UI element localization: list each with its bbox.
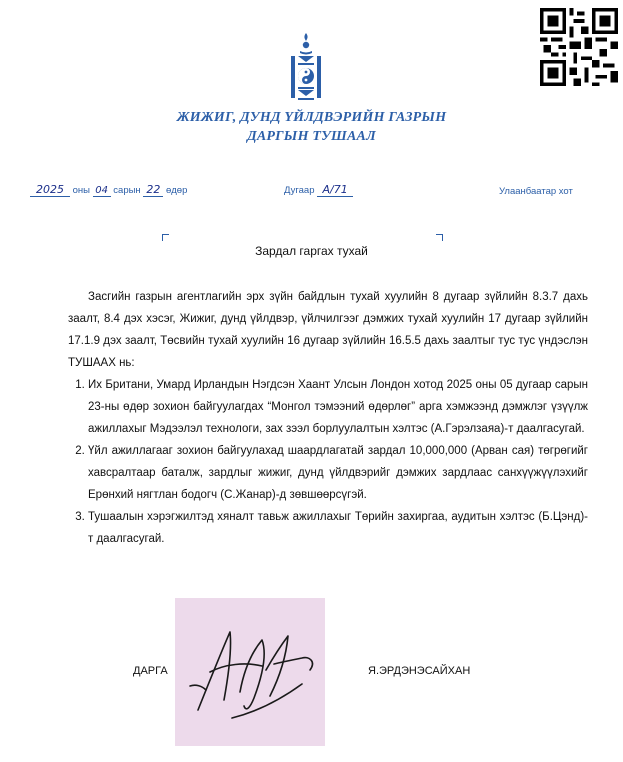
date-line [30,183,187,197]
order-number-prefix: Дугаар [284,185,315,196]
location: Улаанбаатар хот [499,186,573,197]
date-year: 2025 [30,183,70,197]
qr-code [540,8,618,86]
order-item: 3. Тушаалын хэрэгжилтэд хяналт тавьж ажиллахыг Төрийн захиргаа, аудитын хэлтэс (Б.Цэнд)-т даалгасугай. [88,506,588,550]
order-body [68,286,588,550]
date-year-suffix: оны [72,185,90,196]
intro-paragraph: Засгийн газрын агентлагийн эрх зүйн байдлын тухай хуулийн 8 дугаар зүйлийн 8.3.7 дахь заалт, 8.4 дэх хэсэг, Жижиг, дунд үйлдвэр, үйлчилгээг дэмжих тухай хуулийн 17 дугаар зүйлийн 17.1.9 дэх заалт, Төсвийн тухай хуулийн 16 дугаар зүйлийн 16.5.5 дахь заалтыг тус тус үндэслэн ТУШААХ нь: [68,291,588,369]
date-month: 04 [93,185,111,197]
order-number [284,183,353,197]
order-item: 2. Үйл ажиллагааг зохион байгуулахад шаардлагатай зардал 10,000,000 (Арван сая) төгрөгийг хавсралтаар баталж, зардлыг жижиг, дунд үйлдвэрийг дэмжих зардлаас санхүүжүүлэхийг Ерөнхий нягтлан бодогч (С.Жанар)-д зөвшөөрсүгэй. [88,440,588,506]
corner-mark-right [436,234,443,241]
order-item: 1. Их Британи, Умард Ирландын Нэгдсэн Хаант Улсын Лондон хотод 2025 оны 05 дугаар сарын 23-ны өдөр зохион байгуулагдах “Монгол тэмээний өдөрлөг” арга хэмжээнд дэмжлэг үзүүлж ажиллахыг Мэдээлэл технологи, зах зээл борлуулалтын хэлтэс (А.Гэрэлзаяа)-т даалгасугай. [88,374,588,440]
signatory-title: ДАРГА [133,665,168,677]
order-subject: Зардал гаргах тухай [255,244,368,258]
signature-image [170,600,330,730]
org-title-line1: ЖИЖИГ, ДУНД ҮЙЛДВЭРИЙН ГАЗРЫН [176,110,447,125]
soyombo-emblem-icon [284,32,328,104]
order-items-list [68,374,588,550]
date-day: 22 [143,183,163,197]
date-day-suffix: өдөр [165,185,188,196]
signatory-name: Я.ЭРДЭНЭСАЙХАН [368,665,471,677]
org-title-line2: ДАРГЫН ТУШААЛ [247,129,376,144]
date-month-suffix: сарын [113,185,141,196]
order-number-value: А/71 [317,183,353,197]
corner-mark-left [162,234,169,241]
